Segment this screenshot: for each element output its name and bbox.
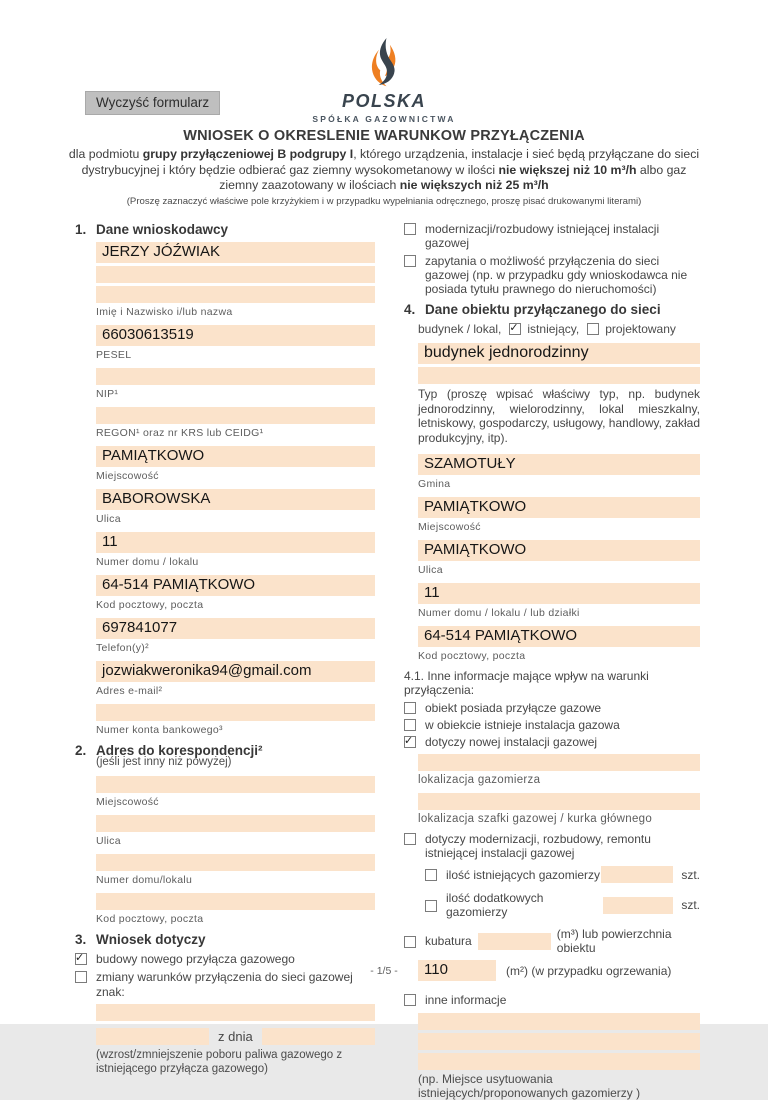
corr-zip-field[interactable] xyxy=(96,893,375,910)
flame-icon xyxy=(363,38,405,90)
znak-field[interactable] xyxy=(96,1004,375,1021)
phone-label: Telefon(y)² xyxy=(96,642,149,654)
z-dnia-label: z dnia xyxy=(218,1029,253,1044)
cabinet-location-label: lokalizacja szafki gazowej / kurka głównego xyxy=(418,813,653,825)
applicant-house-field[interactable]: 11 xyxy=(96,532,375,553)
regon-label: REGON¹ oraz nr KRS lub CEIDG¹ xyxy=(96,427,264,439)
projected-checkbox[interactable] xyxy=(587,323,599,335)
corr-house-label: Numer domu/lokalu xyxy=(96,874,193,886)
bank-account-field[interactable] xyxy=(96,704,375,721)
object-type-field[interactable]: budynek jednorodzinny xyxy=(418,343,700,364)
option-other-info[interactable] xyxy=(404,993,700,1007)
section41-title: 4.1. Inne informacje mające wpływ na warunki przyłączenia: xyxy=(404,669,649,697)
has-installation-checkbox[interactable] xyxy=(404,719,416,731)
option-kubatura[interactable] xyxy=(404,927,700,955)
pesel-field[interactable]: 66030613519 xyxy=(96,325,375,346)
applicant-zip-field[interactable]: 64-514 PAMIĄTKOWO xyxy=(96,575,375,596)
corr-street-field[interactable] xyxy=(96,815,375,832)
object-zip-label: Kod pocztowy, poczta xyxy=(418,650,526,662)
section3-note: (wzrost/zmniejszenie poboru paliwa gazowego z istniejącego przyłącza gazowego) xyxy=(96,1049,343,1075)
building-pre-label: budynek / lokal, xyxy=(418,322,502,336)
existing-meters-checkbox[interactable] xyxy=(425,869,437,881)
object-type-field-2[interactable] xyxy=(418,367,700,384)
znak-label: znak: xyxy=(96,985,125,999)
building-type-row xyxy=(418,322,700,336)
object-street-label: Ulica xyxy=(418,564,443,576)
corr-city-label: Miejscowość xyxy=(96,796,159,808)
kubatura-label: kubatura xyxy=(425,934,472,948)
kubatura-field[interactable] xyxy=(478,933,551,950)
form-note: (Proszę zaznaczyć właściwe pole krzyżykiem i w przypadku wypełniania odręcznego, proszę pisać drukowanymi literami) xyxy=(126,195,642,207)
kubatura-checkbox[interactable] xyxy=(404,936,416,948)
modernization-extension-checkbox[interactable] xyxy=(404,223,416,235)
option-new-connection[interactable] xyxy=(75,952,375,966)
has-connection-checkbox[interactable] xyxy=(404,702,416,714)
connection-inquiry-checkbox[interactable] xyxy=(404,255,416,267)
znak-number-field[interactable] xyxy=(96,1028,209,1045)
section3-heading xyxy=(75,932,375,947)
additional-meters-unit: szt. xyxy=(681,898,700,912)
change-conditions-label: zmiany warunków przyłączenia do sieci gazowej xyxy=(96,970,353,984)
section3-number: 3. xyxy=(75,932,87,947)
other-info-checkbox[interactable] xyxy=(404,994,416,1006)
section2-number: 2. xyxy=(75,743,87,758)
has-installation-label: w obiekcie istnieje instalacja gazowa xyxy=(425,718,620,732)
clear-form-button[interactable]: Wyczyść formularz xyxy=(85,91,220,115)
applicant-house-label: Numer domu / lokalu xyxy=(96,556,199,568)
phone-field[interactable]: 697841077 xyxy=(96,618,375,639)
area-field[interactable]: 110 xyxy=(418,960,496,981)
existing-meters-label: ilość istniejących gazomierzy xyxy=(446,867,601,882)
applicant-street-label: Ulica xyxy=(96,513,121,525)
bank-account-label: Numer konta bankowego³ xyxy=(96,724,223,736)
email-field[interactable]: jozwiakweronika94@gmail.com xyxy=(96,661,375,682)
form-header xyxy=(0,128,768,207)
pesel-label: PESEL xyxy=(96,349,132,361)
option-has-installation[interactable] xyxy=(404,718,700,732)
object-city-field[interactable]: PAMIĄTKOWO xyxy=(418,497,700,518)
object-city-label: Miejscowość xyxy=(418,521,481,533)
section4-title: Dane obiektu przyłączanego do sieci xyxy=(425,302,661,317)
logo-name: POLSKA xyxy=(341,91,426,111)
meter-location-field[interactable] xyxy=(418,754,700,771)
section4-number: 4. xyxy=(404,302,416,317)
modernization-label: dotyczy modernizacji, rozbudowy, remontu istniejącej instalacji gazowej xyxy=(425,832,651,860)
option-new-installation[interactable] xyxy=(404,735,700,749)
additional-meters-count-field[interactable] xyxy=(603,897,673,914)
object-gmina-label: Gmina xyxy=(418,478,451,490)
modernization-extension-label: modernizacji/rozbudowy istniejącej instalacji gazowej xyxy=(425,222,660,250)
object-gmina-field[interactable]: SZAMOTUŁY xyxy=(418,454,700,475)
applicant-street-field[interactable]: BABOROWSKA xyxy=(96,489,375,510)
existing-meters-unit: szt. xyxy=(681,867,700,882)
section3-title: Wniosek dotyczy xyxy=(96,932,206,947)
section1-title: Dane wnioskodawcy xyxy=(96,222,229,237)
section1-heading xyxy=(75,222,375,237)
applicant-name-field[interactable]: JERZY JÓŹWIAK xyxy=(96,242,375,263)
other-info-field-2[interactable] xyxy=(418,1033,700,1050)
applicant-city-field[interactable]: PAMIĄTKOWO xyxy=(96,446,375,467)
area-unit: (m²) (w przypadku ogrzewania) xyxy=(506,963,672,978)
new-connection-label: budowy nowego przyłącza gazowego xyxy=(96,952,295,966)
has-connection-label: obiekt posiada przyłącze gazowe xyxy=(425,701,602,715)
applicant-name-field-3[interactable] xyxy=(96,286,375,303)
applicant-zip-label: Kod pocztowy, poczta xyxy=(96,599,204,611)
corr-zip-label: Kod pocztowy, poczta xyxy=(96,913,204,925)
corr-city-field[interactable] xyxy=(96,776,375,793)
corr-house-field[interactable] xyxy=(96,854,375,871)
option-connection-inquiry[interactable] xyxy=(404,254,700,296)
cabinet-location-field[interactable] xyxy=(418,793,700,810)
existing-meters-count-field[interactable] xyxy=(601,866,673,883)
znak-date-field[interactable] xyxy=(262,1028,375,1045)
object-zip-field[interactable]: 64-514 PAMIĄTKOWO xyxy=(418,626,700,647)
option-has-connection[interactable] xyxy=(404,701,700,715)
object-house-field[interactable]: 11 xyxy=(418,583,700,604)
option-additional-meters[interactable] xyxy=(425,891,700,919)
object-street-field[interactable]: PAMIĄTKOWO xyxy=(418,540,700,561)
object-house-label: Numer domu / lokalu / lub działki xyxy=(418,607,580,619)
other-info-field-3[interactable] xyxy=(418,1053,700,1070)
modernization-checkbox[interactable] xyxy=(404,833,416,845)
page-number: - 1/5 - xyxy=(370,965,398,977)
option-modernization-extension[interactable] xyxy=(404,222,700,250)
additional-meters-checkbox[interactable] xyxy=(425,900,437,912)
new-connection-checkbox[interactable] xyxy=(75,953,87,965)
form-title: WNIOSEK O OKRESLENIE WARUNKOW PRZYŁĄCZENIA xyxy=(183,128,585,144)
section41-note: (np. Miejsce usytuowania istniejących/proponowanych gazomierzy ) xyxy=(418,1072,641,1100)
option-existing-meters[interactable] xyxy=(425,866,700,883)
new-installation-label: dotyczy nowej instalacji gazowej xyxy=(425,735,598,749)
other-info-label: inne informacje xyxy=(425,993,507,1007)
logo-subtitle: SPÓŁKA GAZOWNICTWA xyxy=(312,114,456,124)
nip-label: NIP¹ xyxy=(96,388,119,400)
kubatura-unit: (m³) lub powierzchnia obiektu xyxy=(556,927,672,955)
regon-field[interactable] xyxy=(96,407,375,424)
meter-location-label: lokalizacja gazomierza xyxy=(418,774,541,786)
applicant-name-field-2[interactable] xyxy=(96,266,375,283)
new-installation-checkbox[interactable] xyxy=(404,736,416,748)
option-modernization[interactable] xyxy=(404,832,700,860)
applicant-city-label: Miejscowość xyxy=(96,470,159,482)
projected-label: projektowany xyxy=(605,322,676,336)
email-label: Adres e-mail² xyxy=(96,685,163,697)
section1-number: 1. xyxy=(75,222,87,237)
additional-meters-label: ilość dodatkowych gazomierzy xyxy=(446,891,544,919)
corr-street-label: Ulica xyxy=(96,835,121,847)
object-type-hint: Typ (proszę wpisać właściwy typ, np. budynek jednorodzinny, wielorodzinny, lokal mieszkalny, letniskowy, gospodarczy, usługowy, handlowy, zakład produkcyjny, itp). xyxy=(418,387,700,445)
section2-subtitle: (jeśli jest inny niż powyżej) xyxy=(96,756,232,768)
form-intro: dla podmiotu grupy przyłączeniowej B podgrupy I, którego urządzenia, instalacje i sieć będą przyłączane do sieci dystrybucyjnej i który będzie odbierać gaz ziemny wysokometanowy w ilości nie większej niż 10 m³/h albo gaz ziemny zaazotowany w ilościach nie większych niż 25 m³/h xyxy=(68,147,700,192)
section2-title: Adres do korespondencji² xyxy=(96,743,263,758)
applicant-name-label: Imię i Nazwisko i/lub nazwa xyxy=(96,306,233,318)
other-info-field-1[interactable] xyxy=(418,1013,700,1030)
nip-field[interactable] xyxy=(96,368,375,385)
connection-inquiry-label: zapytania o możliwość przyłączenia do sieci gazowej (np. w przypadku gdy wnioskodawca nie posiada tytułu prawnego do nieruchomości) xyxy=(425,254,688,296)
existing-label: istniejący, xyxy=(527,322,580,336)
section4-heading xyxy=(404,302,700,317)
existing-checkbox[interactable] xyxy=(509,323,521,335)
company-logo xyxy=(0,38,768,124)
